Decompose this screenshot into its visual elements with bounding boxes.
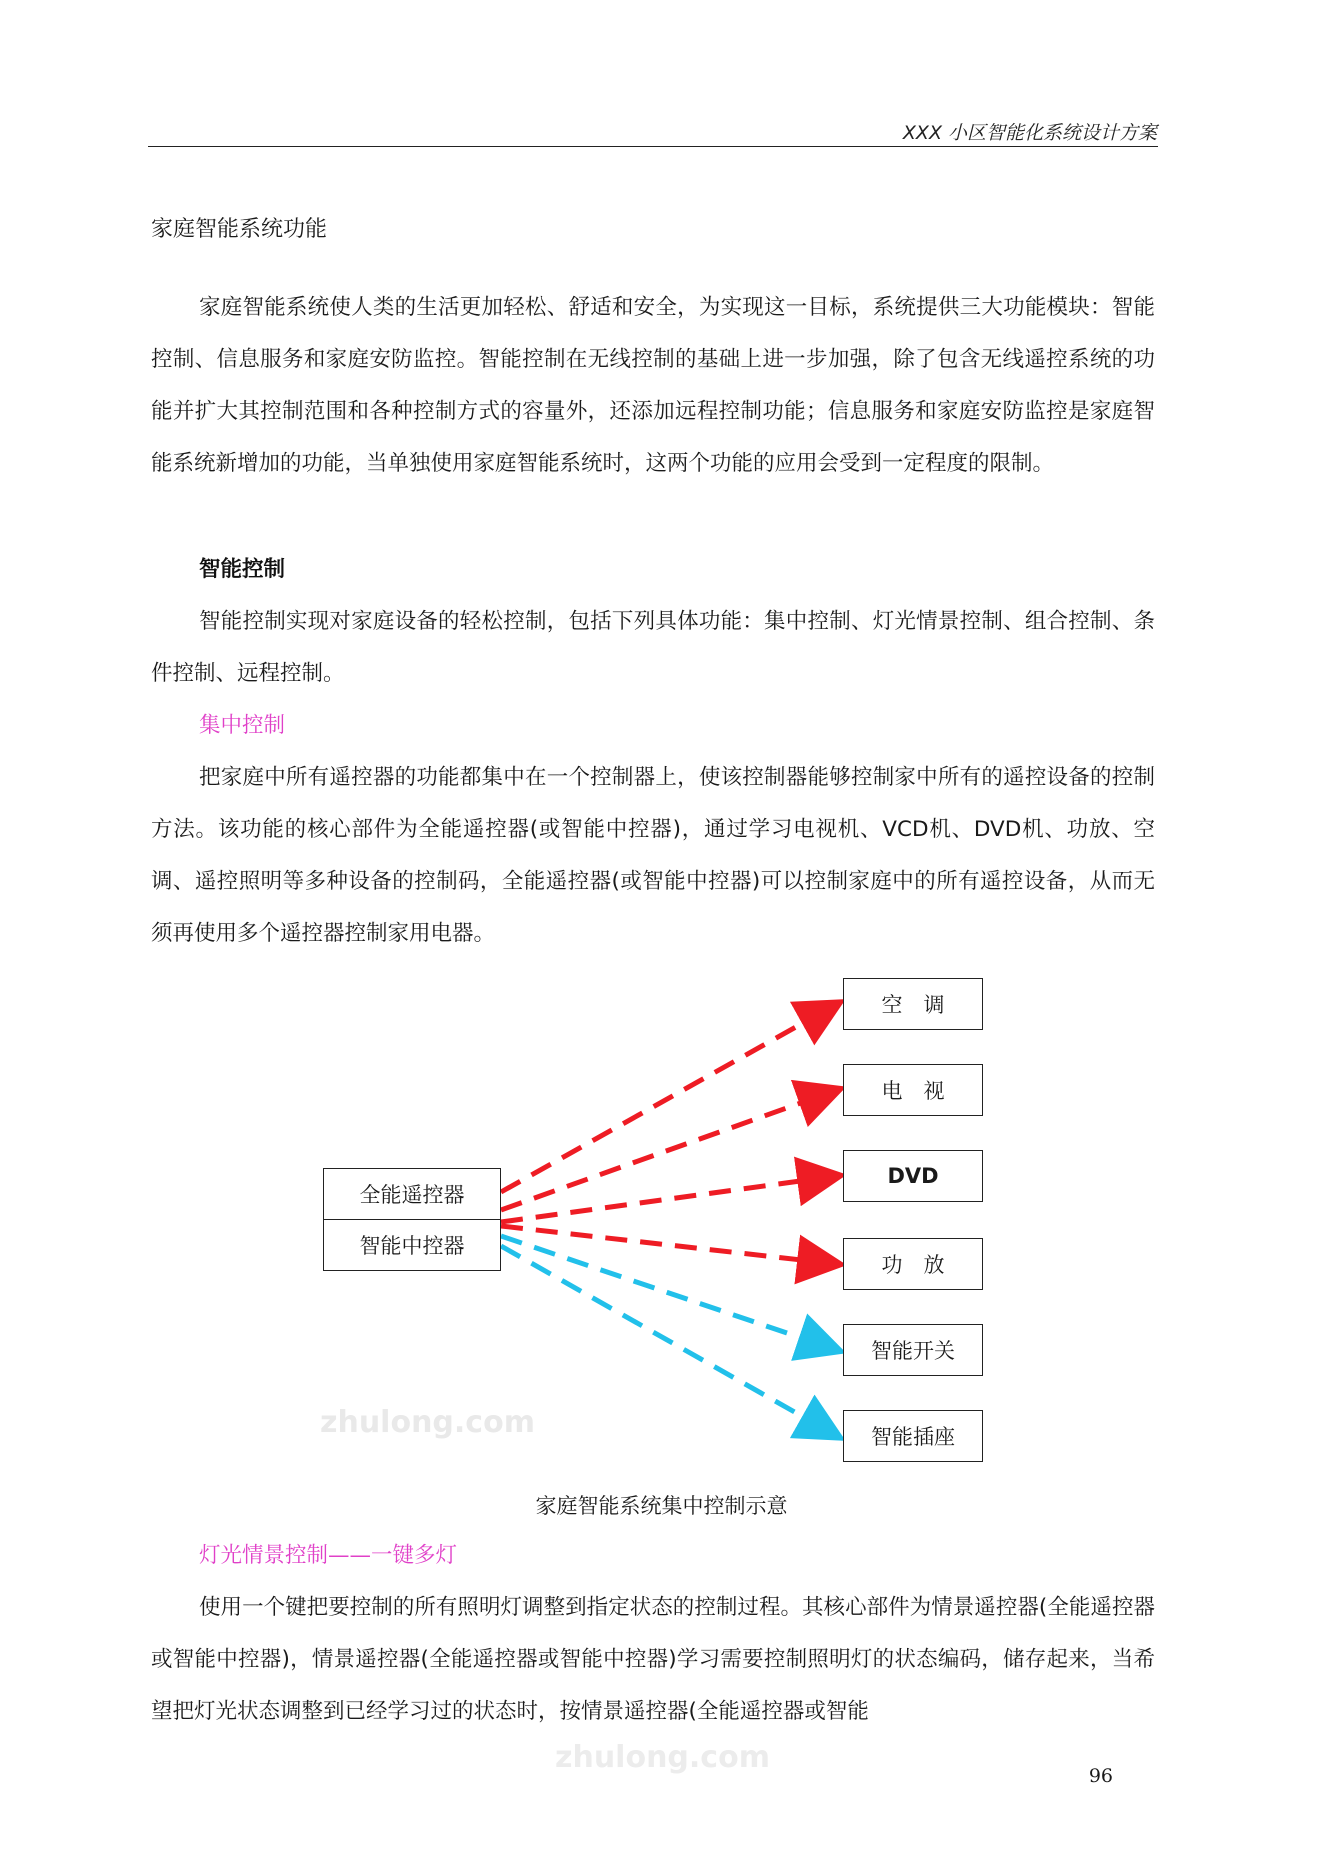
diagram-caption: 家庭智能系统集中控制示意	[535, 1494, 788, 1518]
page-number: 96	[1088, 1765, 1113, 1787]
header-title: XXX 小区智能化系统设计方案	[902, 122, 1157, 144]
arrow-to-target-3	[501, 1226, 837, 1264]
target-box-smart-socket: 智能插座	[843, 1410, 983, 1462]
arrow-to-target-5	[501, 1246, 837, 1436]
target-box-dvd: DVD	[843, 1150, 983, 1202]
watermark-text: zhulong.com	[555, 1740, 770, 1775]
intro-paragraph: 家庭智能系统使人类的生活更加轻松、舒适和安全，为实现这一目标，系统提供三大功能模块：智能控制、信息服务和家庭安防监控。智能控制在无线控制的基础上进一步加强，除了包含无线遥控系统的功能并扩大其控制范围和各种控制方式的容量外，还添加远程控制功能；信息服务和家庭安防监控是家庭智能系统新增加的功能，当单独使用家庭智能系统时，这两个功能的应用会受到一定程度的限制。	[151, 295, 1155, 476]
arrow-to-target-0	[501, 1004, 837, 1192]
smart-control-heading: 智能控制	[199, 557, 286, 582]
header-divider	[148, 146, 1158, 147]
section-title: 家庭智能系统功能	[151, 217, 328, 242]
source-box-remote: 全能遥控器	[323, 1168, 501, 1220]
arrow-to-target-4	[501, 1236, 837, 1350]
target-box-tv: 电 视	[843, 1064, 983, 1116]
target-box-smart-switch: 智能开关	[843, 1324, 983, 1376]
scene-control-heading: 灯光情景控制——一键多灯	[199, 1543, 458, 1568]
scene-control-paragraph: 使用一个键把要控制的所有照明灯调整到指定状态的控制过程。其核心部件为情景遥控器(全能遥控器或智能中控器)，情景遥控器(全能遥控器或智能中控器)学习需要控制照明灯的状态编码，储存起来，当希望把灯光状态调整到已经学习过的状态时，按情景遥控器(全能遥控器或智能	[151, 1595, 1155, 1724]
source-box-controller: 智能中控器	[323, 1219, 501, 1271]
smart-control-paragraph: 智能控制实现对家庭设备的轻松控制，包括下列具体功能：集中控制、灯光情景控制、组合控制、条件控制、远程控制。	[151, 609, 1155, 686]
arrow-to-target-1	[501, 1090, 837, 1210]
watermark-text: zhulong.com	[320, 1405, 535, 1440]
central-control-paragraph: 把家庭中所有遥控器的功能都集中在一个控制器上，使该控制器能够控制家中所有的遥控设备的控制方法。该功能的核心部件为全能遥控器(或智能中控器)，通过学习电视机、VCD机、DVD机、功放、空调、遥控照明等多种设备的控制码，全能遥控器(或智能中控器)可以控制家庭中的所有遥控设备，从而无须再使用多个遥控器控制家用电器。	[151, 765, 1155, 946]
target-box-air-conditioner: 空 调	[843, 978, 983, 1030]
target-box-amplifier: 功 放	[843, 1238, 983, 1290]
diagram-arrows	[0, 960, 1323, 1500]
arrow-to-target-2	[501, 1176, 837, 1222]
central-control-heading: 集中控制	[199, 713, 286, 738]
